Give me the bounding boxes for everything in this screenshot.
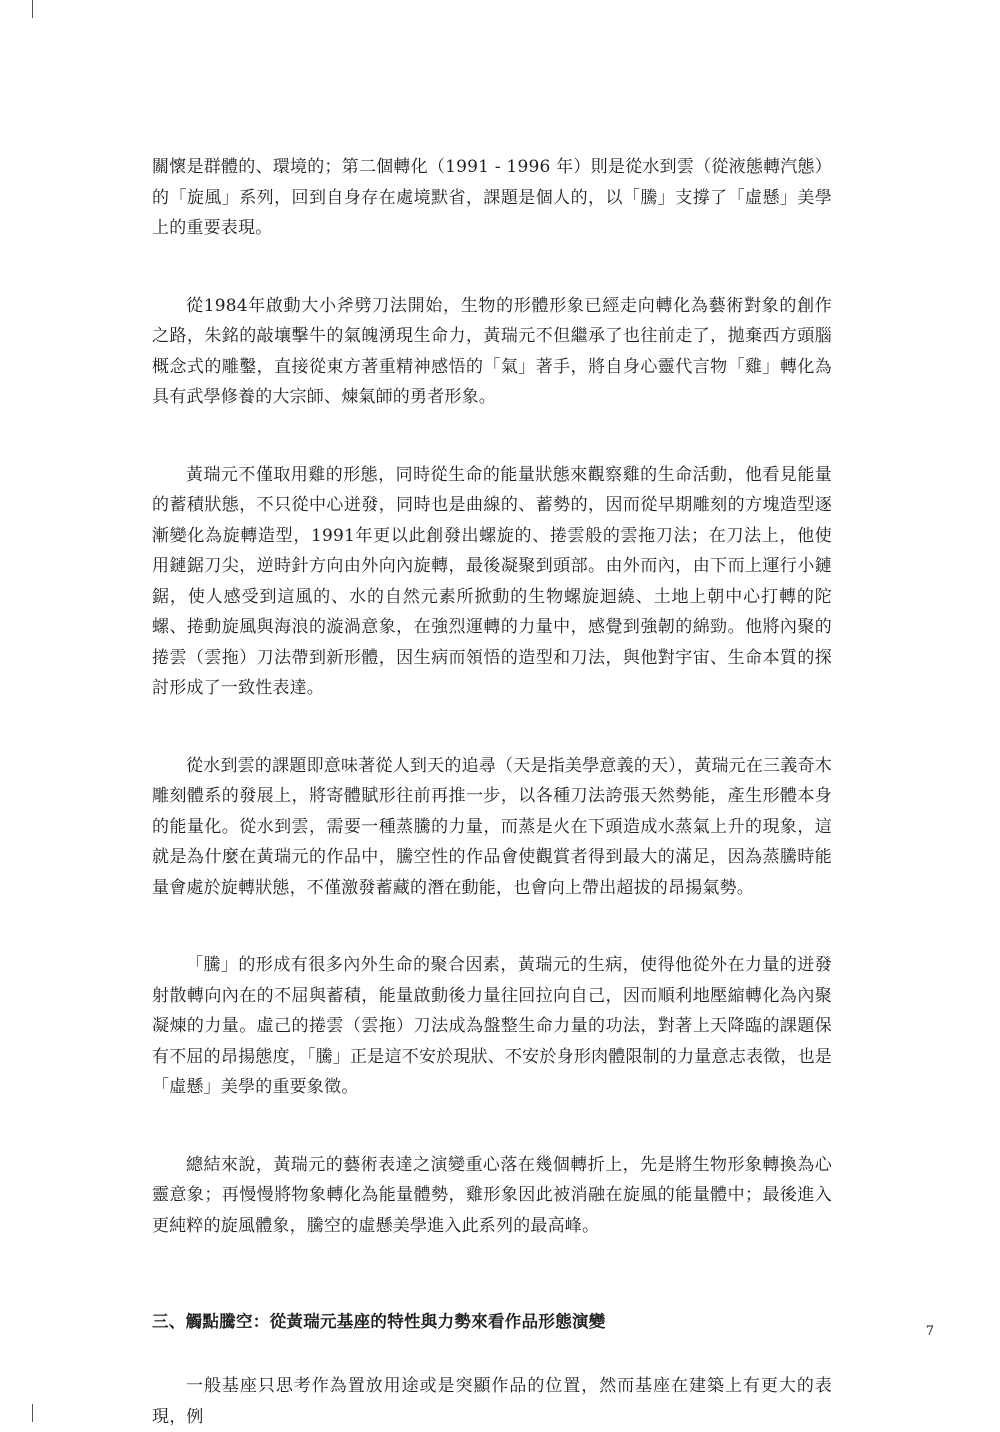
page-body — [152, 152, 832, 1432]
paragraph-7: 一般基座只思考作為置放用途或是突顯作品的位置，然而基座在建築上有更大的表現，例 — [152, 1376, 832, 1427]
crop-mark-bottom — [32, 1404, 33, 1422]
paragraph-gap — [152, 1103, 832, 1150]
paragraph-1: 關懷是群體的、環境的；第二個轉化（1991 - 1996 年）則是從水到雲（從液態轉汽態）的「旋風」系列，回到自身存在處境默省，課題是個人的，以「騰」支撐了「虛懸」美學上的重要表現。 — [152, 157, 832, 238]
paragraph-3: 黃瑞元不僅取用雞的形態，同時從生命的能量狀態來觀察雞的生命活動，他看見能量的蓄積狀態，不只從中心迸發，同時也是曲線的、蓄勢的，因而從早期雕刻的方塊造型逐漸變化為旋轉造型，1991年更以此創發出螺旋的、捲雲般的雲拖刀法；在刀法上，他使用鏈鋸刀尖，逆時針方向由外向內旋轉，最後凝聚到頭部。由外而內，由下而上運行小鏈鋸，使人感受到這風的、水的自然元素所掀動的生物螺旋迴繞、土地上朝中心打轉的陀螺、捲動旋風與海浪的漩渦意象，在強烈運轉的力量中，感覺到強韌的綿勁。他將內聚的捲雲（雲拖）刀法帶到新形體，因生病而領悟的造型和刀法，與他對宇宙、生命本質的探討形成了一致性表達。 — [152, 464, 832, 698]
paragraph-5: 「騰」的形成有很多內外生命的聚合因素，黃瑞元的生病，使得他從外在力量的迸發射散轉向內在的不屈與蓄積，能量啟動後力量往回拉向自己，因而順利地壓縮轉化為內聚凝煉的力量。虛己的捲雲（雲拖）刀法成為盤整生命力量的功法，對著上天降臨的課題保有不屈的昂揚態度，「騰」正是這不安於現狀、不安於身形肉體限制的力量意志表徵，也是「虛懸」美學的重要象徵。 — [152, 955, 832, 1097]
page-number: 7 — [925, 1324, 934, 1339]
crop-mark-top — [32, 0, 33, 18]
section-heading: 三、觸點騰空：從黃瑞元基座的特性與力勢來看作品形態演變 — [152, 1312, 606, 1331]
paragraph-6: 總結來說，黃瑞元的藝術表達之演變重心落在幾個轉折上，先是將生物形象轉換為心靈意象；再慢慢將物象轉化為能量體勢，雞形象因此被消融在旋風的能量體中；最後進入更純粹的旋風體象，騰空的虛懸美學進入此系列的最高峰。 — [152, 1154, 832, 1236]
paragraph-gap — [152, 903, 832, 950]
paragraph-gap — [152, 244, 832, 291]
paragraph-gap — [152, 413, 832, 460]
section-gap — [152, 1241, 832, 1307]
paragraph-2: 從1984年啟動大小斧劈刀法開始，生物的形體形象已經走向轉化為藝術對象的創作之路，朱銘的敲壤擊牛的氣魄湧現生命力，黃瑞元不但繼承了也往前走了，拋棄西方頭腦概念式的雕鑿，直接從東方著重精神感悟的「氣」著手，將自身心靈代言物「雞」轉化為具有武學修養的大宗師、煉氣師的勇者形象。 — [152, 295, 832, 407]
paragraph-4: 從水到雲的課題即意味著從人到天的追尋（天是指美學意義的天），黃瑞元在三義奇木雕刻體系的發展上，將寄體賦形往前再推一步，以各種刀法誇張天然勢能，產生形體本身的能量化。從水到雲，需要一種蒸騰的力量，而蒸是火在下頭造成水蒸氣上升的現象，這就是為什麼在黃瑞元的作品中，騰空性的作品會使觀賞者得到最大的滿足，因為蒸騰時能量會處於旋轉狀態，不僅激發蓄藏的潛在動能，也會向上帶出超拔的昂揚氣勢。 — [152, 755, 832, 898]
heading-gap — [152, 1337, 832, 1371]
paragraph-gap — [152, 704, 832, 751]
